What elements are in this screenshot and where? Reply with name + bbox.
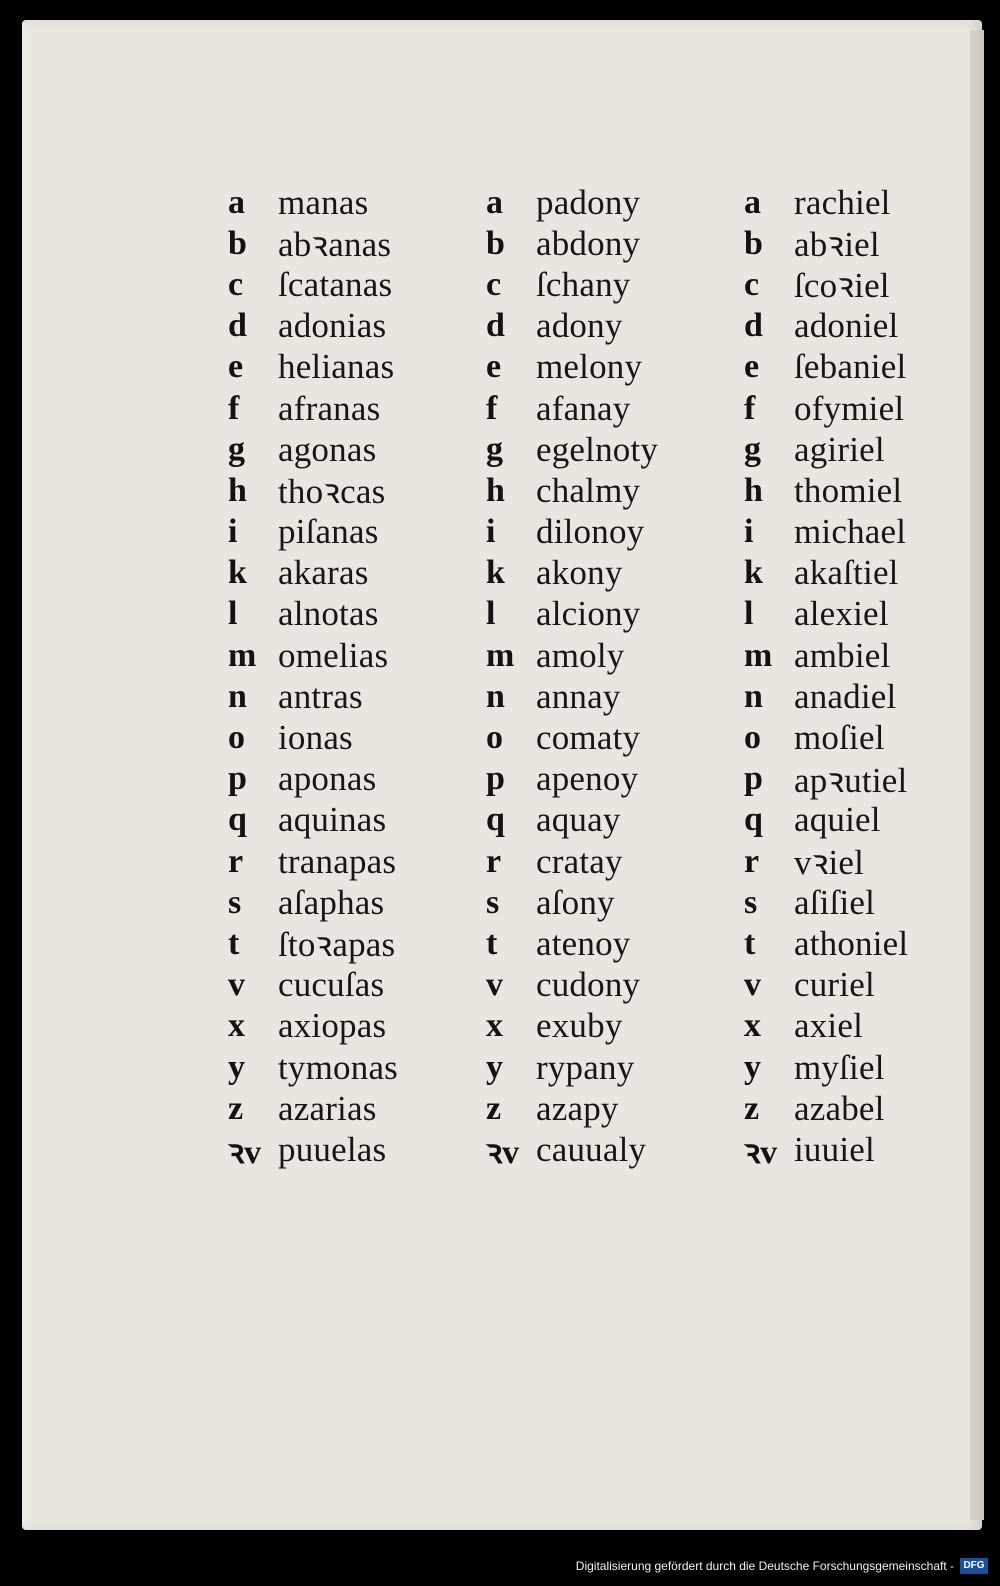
row-word: exuby (536, 1006, 623, 1046)
page-edge (970, 30, 984, 1520)
alphabet-row (486, 1047, 658, 1088)
alphabet-row (744, 182, 908, 223)
alphabet-row (228, 635, 398, 676)
row-letter: e (744, 348, 760, 386)
row-word: ſcoꝛiel (794, 266, 890, 306)
row-letter: n (486, 677, 505, 715)
alphabet-row (486, 841, 658, 882)
row-letter: f (228, 389, 240, 427)
row-letter: g (486, 430, 503, 468)
alphabet-row (486, 223, 658, 264)
row-word: anadiel (794, 676, 897, 716)
row-letter: n (228, 677, 247, 715)
alphabet-row (744, 841, 908, 882)
alphabet-row (486, 553, 658, 594)
row-letter: g (744, 430, 761, 468)
row-letter: k (228, 554, 247, 592)
row-word: iuuiel (794, 1129, 875, 1169)
row-word: axiel (794, 1006, 864, 1046)
alphabet-row (228, 676, 398, 717)
alphabet-row (486, 923, 658, 964)
row-word: egelnoty (536, 429, 659, 469)
alphabet-column-2 (486, 182, 658, 1171)
alphabet-row (486, 759, 658, 800)
row-word: akony (536, 553, 623, 593)
alphabet-row (228, 1047, 398, 1088)
row-word: comaty (536, 718, 641, 758)
row-word: ſebaniel (794, 347, 907, 387)
row-word: azabel (794, 1088, 885, 1128)
alphabet-column-1 (228, 182, 398, 1171)
row-word: ſchany (536, 264, 631, 304)
row-letter: z (486, 1089, 502, 1127)
row-letter: k (744, 554, 763, 592)
row-word: ſcatanas (278, 264, 393, 304)
row-letter: v (486, 966, 503, 1004)
row-word: thoꝛcas (278, 472, 386, 512)
row-word: ambiel (794, 635, 891, 675)
row-letter: ꝛv (486, 1133, 520, 1171)
alphabet-row (486, 182, 658, 223)
alphabet-row (228, 429, 398, 470)
row-letter: y (744, 1048, 761, 1086)
row-word: michael (794, 512, 907, 552)
row-letter: h (486, 471, 505, 509)
row-letter: l (744, 595, 754, 633)
row-word: manas (278, 182, 369, 222)
row-letter: a (744, 183, 761, 221)
alphabet-row (744, 429, 908, 470)
row-letter: x (486, 1007, 503, 1045)
alphabet-row (486, 264, 658, 305)
row-word: afranas (278, 388, 381, 428)
row-word: amoly (536, 635, 625, 675)
row-letter: ꝛv (228, 1133, 262, 1171)
row-letter: i (486, 513, 496, 551)
row-letter: l (228, 595, 238, 633)
alphabet-row (744, 1088, 908, 1129)
alphabet-row (486, 1088, 658, 1129)
alphabet-row (486, 676, 658, 717)
row-word: ſtoꝛapas (278, 925, 396, 965)
row-word: piſanas (278, 512, 379, 552)
row-letter: s (744, 883, 758, 921)
row-letter: t (228, 924, 240, 962)
row-letter: m (228, 636, 257, 674)
row-letter: h (744, 471, 763, 509)
alphabet-row (228, 1129, 398, 1170)
row-letter: x (228, 1007, 245, 1045)
alphabet-row (744, 594, 908, 635)
row-letter: h (228, 471, 247, 509)
row-letter: b (486, 224, 505, 262)
row-letter: q (744, 801, 763, 839)
footer-credit-text: Digitalisierung gefördert durch die Deutsche Forschungsgemeinschaft - (575, 1559, 954, 1573)
row-letter: d (744, 307, 763, 345)
row-word: apꝛutiel (794, 760, 908, 800)
alphabet-column-3 (744, 182, 908, 1171)
row-letter: p (486, 760, 505, 798)
alphabet-row (744, 676, 908, 717)
row-word: azarias (278, 1088, 377, 1128)
row-word: axiopas (278, 1006, 387, 1046)
row-word: afanay (536, 388, 631, 428)
row-letter: y (486, 1048, 503, 1086)
row-word: tymonas (278, 1047, 399, 1087)
row-word: myſiel (794, 1047, 885, 1087)
alphabet-row (228, 923, 398, 964)
row-letter: c (486, 265, 502, 303)
row-word: chalmy (536, 470, 641, 510)
row-letter: r (486, 842, 502, 880)
row-word: akaras (278, 553, 369, 593)
row-word: dilonoy (536, 512, 645, 552)
row-letter: n (744, 677, 763, 715)
alphabet-row (228, 800, 398, 841)
alphabet-row (228, 470, 398, 511)
row-letter: d (486, 307, 505, 345)
alphabet-row (744, 1047, 908, 1088)
row-word: aſaphas (278, 882, 385, 922)
row-word: abꝛanas (278, 225, 392, 265)
row-letter: g (228, 430, 245, 468)
row-letter: r (744, 842, 760, 880)
row-word: aponas (278, 759, 377, 799)
row-word: alciony (536, 594, 641, 634)
row-word: akaſtiel (794, 553, 899, 593)
row-word: cratay (536, 841, 623, 881)
row-letter: z (744, 1089, 760, 1127)
alphabet-row (228, 841, 398, 882)
row-word: vꝛiel (794, 843, 865, 883)
row-letter: i (228, 513, 238, 551)
alphabet-row (486, 800, 658, 841)
alphabet-row (744, 470, 908, 511)
row-word: adonias (278, 306, 387, 346)
row-word: alexiel (794, 594, 889, 634)
alphabet-row (744, 553, 908, 594)
row-word: helianas (278, 347, 395, 387)
alphabet-row (486, 882, 658, 923)
row-letter: s (228, 883, 242, 921)
alphabet-row (486, 1006, 658, 1047)
alphabet-row (228, 347, 398, 388)
row-word: aſiſiel (794, 882, 876, 922)
row-letter: t (486, 924, 498, 962)
row-word: padony (536, 182, 641, 222)
row-word: ofymiel (794, 388, 905, 428)
alphabet-row (228, 388, 398, 429)
alphabet-row (744, 1129, 908, 1170)
row-word: moſiel (794, 718, 885, 758)
row-word: adony (536, 306, 623, 346)
alphabet-row (228, 264, 398, 305)
row-word: agiriel (794, 429, 885, 469)
row-letter: p (744, 760, 763, 798)
alphabet-row (228, 223, 398, 264)
row-word: cudony (536, 965, 641, 1005)
row-word: cucuſas (278, 965, 385, 1005)
alphabet-row (486, 429, 658, 470)
row-letter: v (228, 966, 245, 1004)
alphabet-row (744, 759, 908, 800)
row-letter: f (486, 389, 498, 427)
row-word: cauualy (536, 1129, 647, 1169)
row-word: aſony (536, 882, 615, 922)
alphabet-row (744, 717, 908, 758)
row-word: rypany (536, 1047, 635, 1087)
row-word: puuelas (278, 1129, 387, 1169)
row-letter: o (228, 719, 245, 757)
row-word: apenoy (536, 759, 639, 799)
alphabet-row (486, 594, 658, 635)
row-word: alnotas (278, 594, 379, 634)
alphabet-row (486, 512, 658, 553)
row-letter: b (744, 224, 763, 262)
alphabet-row (744, 923, 908, 964)
alphabet-row (486, 470, 658, 511)
alphabet-row (744, 347, 908, 388)
row-letter: e (228, 348, 244, 386)
row-letter: k (486, 554, 505, 592)
row-letter: ꝛv (744, 1133, 778, 1171)
row-word: athoniel (794, 923, 909, 963)
row-letter: m (486, 636, 515, 674)
row-letter: x (744, 1007, 761, 1045)
row-letter: e (486, 348, 502, 386)
row-word: rachiel (794, 182, 891, 222)
row-word: curiel (794, 965, 875, 1005)
row-letter: q (486, 801, 505, 839)
alphabet-row (486, 388, 658, 429)
alphabet-row (744, 512, 908, 553)
row-word: aquinas (278, 800, 387, 840)
row-letter: l (486, 595, 496, 633)
row-word: omelias (278, 635, 389, 675)
row-word: abdony (536, 223, 641, 263)
row-word: aquiel (794, 800, 881, 840)
row-letter: z (228, 1089, 244, 1127)
row-letter: c (228, 265, 244, 303)
alphabet-row (228, 553, 398, 594)
alphabet-row (228, 1006, 398, 1047)
alphabet-row (486, 717, 658, 758)
row-word: ionas (278, 718, 353, 758)
row-letter: v (744, 966, 761, 1004)
alphabet-row (228, 306, 398, 347)
row-word: melony (536, 347, 643, 387)
alphabet-row (228, 512, 398, 553)
alphabet-row (228, 594, 398, 635)
alphabet-row (744, 800, 908, 841)
alphabet-row (228, 1088, 398, 1129)
row-letter: o (486, 719, 503, 757)
row-letter: p (228, 760, 247, 798)
row-letter: y (228, 1048, 245, 1086)
alphabet-row (744, 882, 908, 923)
row-letter: t (744, 924, 756, 962)
alphabet-row (228, 882, 398, 923)
alphabet-row (744, 965, 908, 1006)
row-letter: r (228, 842, 244, 880)
row-word: tranapas (278, 841, 397, 881)
row-letter: s (486, 883, 500, 921)
alphabet-row (486, 965, 658, 1006)
alphabet-row (228, 182, 398, 223)
row-word: atenoy (536, 923, 631, 963)
row-letter: q (228, 801, 247, 839)
alphabet-row (486, 306, 658, 347)
alphabet-row (744, 306, 908, 347)
row-letter: c (744, 265, 760, 303)
row-word: annay (536, 676, 621, 716)
row-letter: i (744, 513, 754, 551)
row-word: adoniel (794, 306, 899, 346)
row-word: agonas (278, 429, 377, 469)
alphabet-row (744, 635, 908, 676)
row-letter: m (744, 636, 773, 674)
footer-bar (0, 1549, 1000, 1586)
row-letter: f (744, 389, 756, 427)
row-word: aquay (536, 800, 621, 840)
row-word: azapy (536, 1088, 619, 1128)
alphabet-row (744, 264, 908, 305)
alphabet-row (486, 635, 658, 676)
alphabet-row (486, 347, 658, 388)
alphabet-row (744, 388, 908, 429)
alphabet-row (228, 965, 398, 1006)
row-letter: a (228, 183, 245, 221)
alphabet-row (744, 223, 908, 264)
row-word: thomiel (794, 470, 903, 510)
alphabet-row (228, 759, 398, 800)
row-letter: b (228, 224, 247, 262)
dfg-logo: DFG (960, 1558, 988, 1574)
alphabet-row (486, 1129, 658, 1170)
row-letter: o (744, 719, 761, 757)
row-letter: d (228, 307, 247, 345)
row-word: abꝛiel (794, 225, 880, 265)
row-word: antras (278, 676, 363, 716)
alphabet-row (228, 717, 398, 758)
row-letter: a (486, 183, 503, 221)
alphabet-row (744, 1006, 908, 1047)
